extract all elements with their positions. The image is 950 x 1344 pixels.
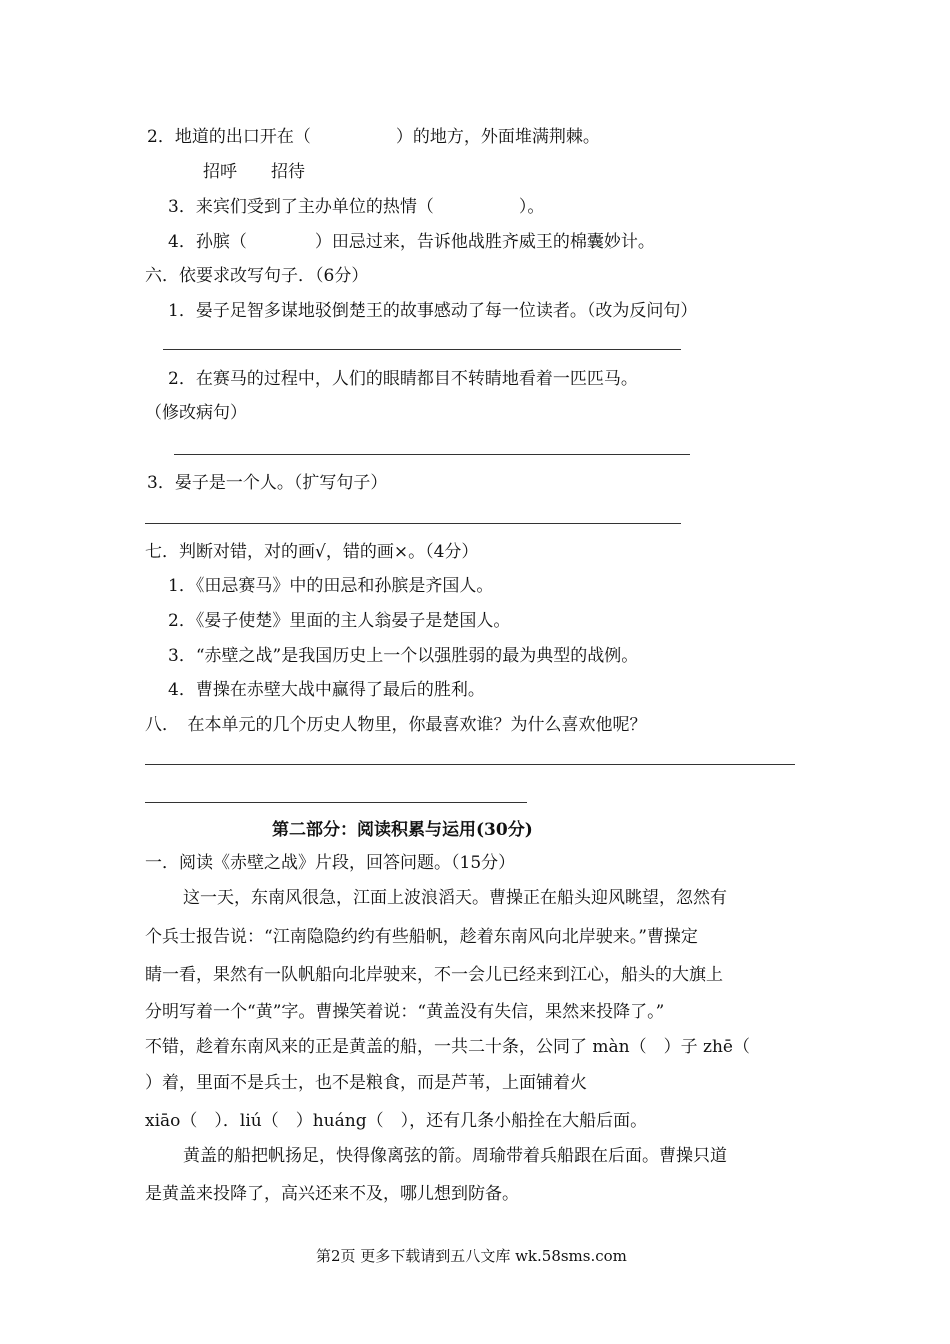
- section-seven-heading: 七．判断对错，对的画√，错的画×。（4分）: [145, 542, 479, 562]
- answer-line-1: [163, 349, 681, 350]
- section-eight-heading: 八． 在本单元的几个历史人物里，你最喜欢谁？为什么喜欢他呢？: [145, 715, 647, 735]
- q7-item-1: 1．《田忌赛马》中的田忌和孙膑是齐国人。: [168, 576, 494, 596]
- passage-line-7: xiāo（ ）．liú（ ）huáng（ ），还有几条小船拴在大船后面。: [145, 1111, 648, 1131]
- passage-line-8: 黄盖的船把帆扬足，快得像离弦的箭。周瑜带着兵船跟在后面。曹操只道: [183, 1146, 727, 1166]
- reading-question-heading: 一．阅读《赤壁之战》片段，回答问题。（15分）: [145, 853, 516, 873]
- answer-line-4: [145, 764, 795, 765]
- passage-line-2: 个兵士报告说：“江南隐隐约约有些船帆，趁着东南风向北岸驶来。”曹操定: [145, 927, 698, 947]
- answer-line-3: [145, 523, 681, 524]
- word-choices: 招呼 招待: [203, 162, 305, 182]
- passage-line-3: 睛一看，果然有一队帆船向北岸驶来，不一会儿已经来到江心，船头的大旗上: [145, 965, 723, 985]
- q5-item-4: 4．孙膑（ ）田忌过来，告诉他战胜齐威王的棉囊妙计。: [168, 232, 655, 252]
- q5-item-2: 2．地道的出口开在（ ）的地方，外面堆满荆棘。: [147, 127, 600, 147]
- passage-line-6: ）着，里面不是兵士，也不是粮食，而是芦苇，上面铺着火: [145, 1073, 587, 1093]
- passage-line-9: 是黄盖来投降了，高兴还来不及，哪儿想到防备。: [145, 1184, 519, 1204]
- answer-line-2: [174, 454, 690, 455]
- q6-item-2: 2．在赛马的过程中，人们的眼睛都目不转睛地看着一匹匹马。: [168, 369, 638, 389]
- q6-item-1: 1．晏子足智多谋地驳倒楚王的故事感动了每一位读者。（改为反问句）: [168, 301, 698, 321]
- q7-item-2: 2．《晏子使楚》里面的主人翁晏子是楚国人。: [168, 611, 511, 631]
- q7-item-4: 4．曹操在赤壁大战中赢得了最后的胜利。: [168, 680, 485, 700]
- q5-item-3: 3．来宾们受到了主办单位的热情（ ）。: [168, 197, 545, 217]
- passage-line-4: 分明写着一个“黄”字。曹操笑着说：“黄盖没有失信，果然来投降了。”: [145, 1002, 665, 1022]
- part-two-title: 第二部分：阅读积累与运用(30分): [272, 820, 533, 840]
- page-footer: 第2页 更多下载请到五八文库 wk.58sms.com: [316, 1247, 627, 1265]
- q6-item-3: 3．晏子是一个人。（扩写句子）: [147, 473, 388, 493]
- passage-line-5: 不错，趁着东南风来的正是黄盖的船，一共二十条，公同了 màn（ ）子 zhē（: [145, 1037, 750, 1057]
- section-six-heading: 六．依要求改写句子．（6分）: [145, 266, 369, 286]
- q6-item-2-note: （修改病句）: [145, 403, 247, 423]
- answer-line-5: [145, 802, 527, 803]
- q7-item-3: 3．“赤壁之战”是我国历史上一个以强胜弱的最为典型的战例。: [168, 646, 639, 666]
- passage-line-1: 这一天，东南风很急，江面上波浪滔天。曹操正在船头迎风眺望，忽然有: [183, 888, 727, 908]
